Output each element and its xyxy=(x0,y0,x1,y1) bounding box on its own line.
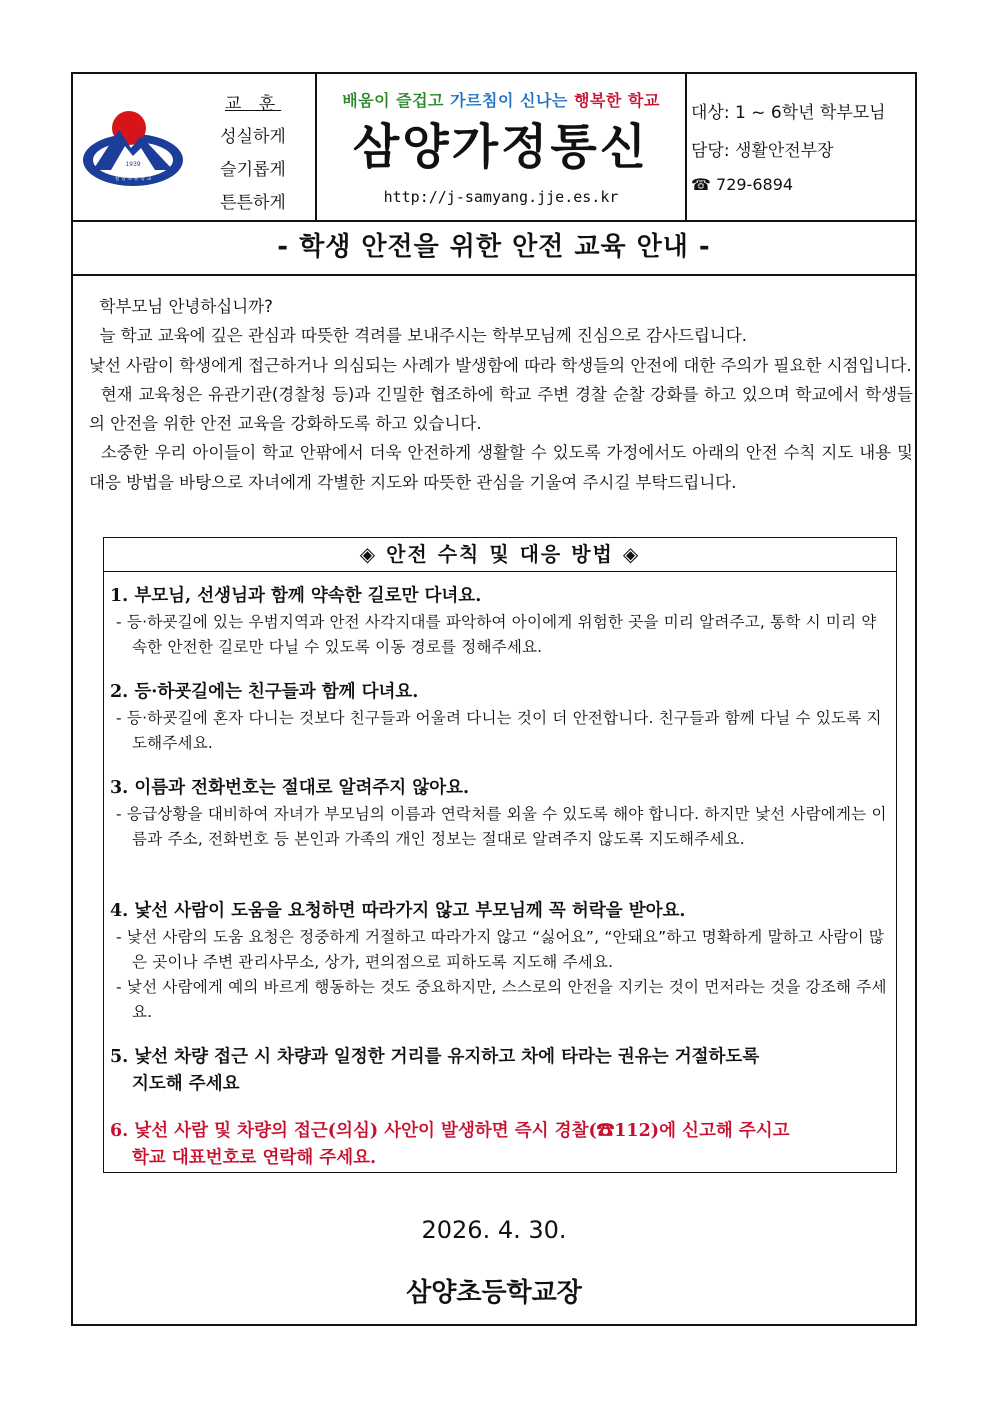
rule-heading: 5. 낯선 차량 접근 시 차량과 일정한 거리를 유지하고 차에 타라는 권유는 거절하도록 지도해 주세요 xyxy=(110,1047,760,1094)
school-url[interactable]: http://j-samyang.jje.es.kr xyxy=(383,188,619,206)
issue-date: 2026. 4. 30. xyxy=(421,1216,567,1244)
target-audience: 대상: 1 ~ 6학년 학부모님 xyxy=(691,103,886,123)
intro-text xyxy=(89,292,919,497)
newsletter-page xyxy=(71,72,917,1326)
rule-2 xyxy=(110,679,890,756)
rule-5 xyxy=(110,1044,890,1098)
rule-heading: 4. 낯선 사람이 도움을 요청하면 따라가지 않고 부모님께 꼭 허락을 받아요. xyxy=(110,901,686,921)
rule-6 xyxy=(110,1118,890,1172)
intro-paragraph: 소중한 우리 아이들이 학교 안팎에서 더욱 안전하게 생활할 수 있도록 가정에서도 아래의 안전 수칙 지도 내용 및 대응 방법을 바탕으로 자녀에게 각별한 지도와 따뜻한 관심을 기울여 주시길 부탁드립니다. xyxy=(89,443,919,492)
rule-4 xyxy=(110,898,890,1025)
rules-title: ◈ 안전 수칙 및 대응 방법 ◈ xyxy=(104,538,896,572)
rule-detail: - 낯선 사람의 도움 요청은 정중하게 거절하고 따라가지 않고 “싫어요”, “안돼요”하고 명확하게 말하고 사람이 많은 곳이나 주변 관리사무소, 상가, 편의점으로 피하도록 지도해 주세요. xyxy=(116,928,885,971)
rule-heading: 1. 부모님, 선생님과 함께 약속한 길로만 다녀요. xyxy=(110,586,482,606)
rule-detail: - 낯선 사람에게 예의 바르게 행동하는 것도 중요하지만, 스스로의 안전을 지키는 것이 먼저라는 것을 강조해 주세요. xyxy=(116,978,887,1021)
intro-paragraph: 늘 학교 교육에 깊은 관심과 따뜻한 격려를 보내주시는 학부모님께 진심으로 감사드립니다. xyxy=(89,326,747,346)
intro-paragraph: 현재 교육청은 유관기관(경찰청 등)과 긴밀한 협조하에 학교 주변 경찰 순찰 강화를 하고 있으며 학교에서 학생들의 안전을 위한 안전 교육을 강화하도록 하고 있습니다. xyxy=(89,384,913,434)
rule-detail: - 응급상황을 대비하여 자녀가 부모님의 이름과 연락처를 외울 수 있도록 해야 합니다. 하지만 낯선 사람에게는 이름과 주소, 전화번호 등 본인과 가족의 개인 정보는 절대로 알려주지 않도록 지도해주세요. xyxy=(116,805,887,848)
intro-paragraph: 학부모님 안녕하십니까? xyxy=(89,297,273,316)
rule-heading: 3. 이름과 전화번호는 절대로 알려주지 않아요. xyxy=(110,778,470,798)
rule-detail: - 등·하굣길에 혼자 다니는 것보다 친구들과 어울려 다니는 것이 더 안전합니다. 친구들과 함께 다닐 수 있도록 지도해주세요. xyxy=(116,709,882,752)
motto-item: 튼튼하게 xyxy=(220,193,286,213)
motto-item: 슬기롭게 xyxy=(220,160,286,180)
school-slogan: 배움이 즐겁고 가르침이 신나는 행복한 학교 xyxy=(342,91,660,110)
motto xyxy=(203,88,303,220)
title-cell xyxy=(317,74,687,220)
principal-signature: 삼양초등학교장 xyxy=(406,1278,582,1308)
motto-title: 교 훈 xyxy=(224,94,282,114)
svg-text:삼 양 초 등 학 교: 삼 양 초 등 학 교 xyxy=(114,176,152,182)
newsletter-title: 삼양가정통신 xyxy=(352,119,650,175)
info-cell xyxy=(687,74,915,220)
intro-paragraph: 낯선 사람이 학생에게 접근하거나 의심되는 사례가 발생함에 따라 학생들의 안전에 대한 주의가 필요한 시점입니다. xyxy=(89,355,912,375)
manager: 담당: 생활안전부장 xyxy=(691,141,834,161)
rule-3 xyxy=(110,775,890,852)
logo-cell xyxy=(73,74,317,220)
rule-1 xyxy=(110,583,890,660)
safety-rules-box xyxy=(103,537,897,1173)
svg-text:1939: 1939 xyxy=(125,161,141,168)
rule-heading: 6. 낯선 사람 및 차량의 접근(의심) 사안이 발생하면 즉시 경찰(☎112)에 신고해 주시고 학교 대표번호로 연락해 주세요. xyxy=(110,1121,790,1168)
school-logo xyxy=(81,108,185,188)
document-subtitle: - 학생 안전을 위한 안전 교육 안내 - xyxy=(73,220,915,276)
rule-detail: - 등·하굣길에 있는 우범지역과 안전 사각지대를 파악하여 아이에게 위험한 곳을 미리 알려주고, 통학 시 미리 약속한 안전한 길로만 다닐 수 있도록 이동 경로를 정해주세요. xyxy=(116,613,877,656)
rule-heading: 2. 등·하굣길에는 친구들과 함께 다녀요. xyxy=(110,682,419,702)
phone-number: ☎ 729-6894 xyxy=(691,175,794,194)
header xyxy=(73,74,915,222)
motto-item: 성실하게 xyxy=(220,127,286,147)
